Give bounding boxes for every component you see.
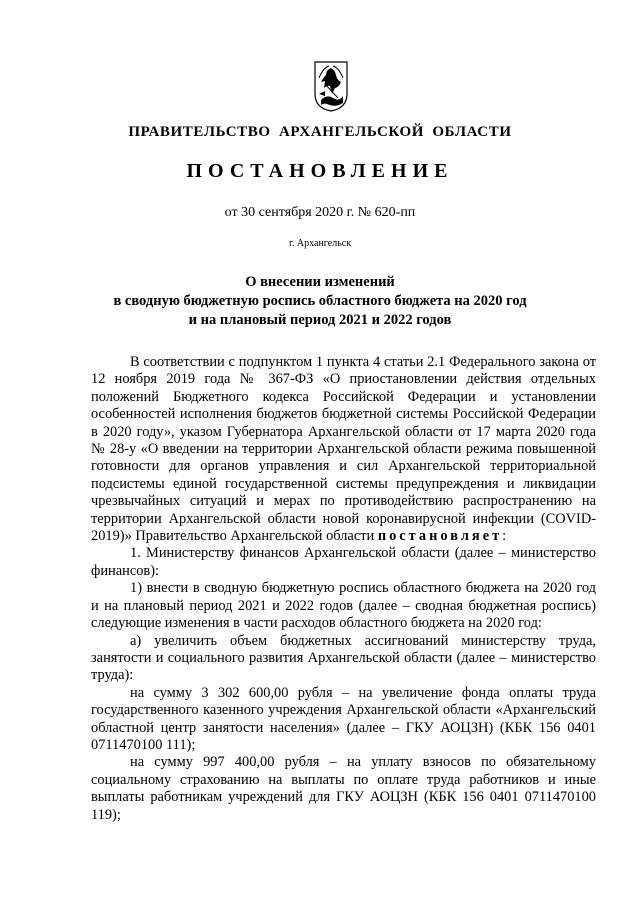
item-1-1-paragraph: 1) внести в сводную бюджетную роспись областного бюджета на 2020 год и на плановый период 2021 и 2022 годов (далее – сводная бюджетная роспись) следующие изменения в части расходов областного бюджета на 2020 год: xyxy=(91,580,596,632)
resolves-word: постановляет xyxy=(377,528,503,545)
subject-line-1: О внесении изменений xyxy=(245,274,395,290)
document-body xyxy=(91,354,596,824)
resolves-colon: : xyxy=(502,528,507,545)
date-and-number: от 30 сентября 2020 г. № 620-пп xyxy=(224,205,416,220)
government-heading: ПРАВИТЕЛЬСТВО АРХАНГЕЛЬСКОЙ ОБЛАСТИ xyxy=(128,124,512,140)
city-name: г. Архангельск xyxy=(288,238,352,249)
subject-line-2: в сводную бюджетную роспись областного бюджета на 2020 год xyxy=(113,293,527,309)
preamble-paragraph xyxy=(91,354,596,545)
document-type-title: ПОСТАНОВЛЕНИЕ xyxy=(186,160,454,182)
item-1-paragraph: 1. Министерству финансов Архангельской области (далее – министерство финансов): xyxy=(91,545,596,579)
subject-line-3: и на плановый период 2021 и 2022 годов xyxy=(188,312,452,328)
sum-1-paragraph: на сумму 3 302 600,00 рубля – на увеличение фонда оплаты труда государственного казенного учреждения Архангельской области «Архангельский областной центр занятости населения» (далее – ГКУ АОЦЗН) (КБК 156 0401 0711470100 111); xyxy=(91,684,596,753)
document-subject xyxy=(0,273,640,330)
sum-2-paragraph: на сумму 997 400,00 рубля – на уплату взносов по обязательному социальному страхованию на выплаты по оплате труда работников и иные выплаты работникам учреждений для ГКУ АОЦЗН (КБК 156 0401 0711470100 119); xyxy=(91,754,596,823)
coat-of-arms-emblem xyxy=(313,58,349,112)
preamble-text: В соответствии с подпунктом 1 пункта 4 статьи 2.1 Федерального закона от 12 ноября 2019 года № 367-ФЗ «О приостановлении действия отдельных положений Бюджетного кодекса Российской Федерации и установлении особенностей исполнения бюджетов бюджетной системы Российской Федерации в 2020 году», указом Губернатора Архангельской области от 17 марта 2020 года № 28-у «О введении на территории Архангельской области режима повышенной готовности для органов управления и сил Архангельской территориальной подсистемы единой государственной системы предупреждения и ликвидации чрезвычайных ситуаций и мерах по противодействию распространению на территории Архангельской области новой коронавирусной инфекции (COVID-2019)» Правительство Архангельской области xyxy=(91,354,596,545)
item-a-paragraph: а) увеличить объем бюджетных ассигнований министерству труда, занятости и социального развития Архангельской области (далее – министерство труда): xyxy=(91,632,596,684)
